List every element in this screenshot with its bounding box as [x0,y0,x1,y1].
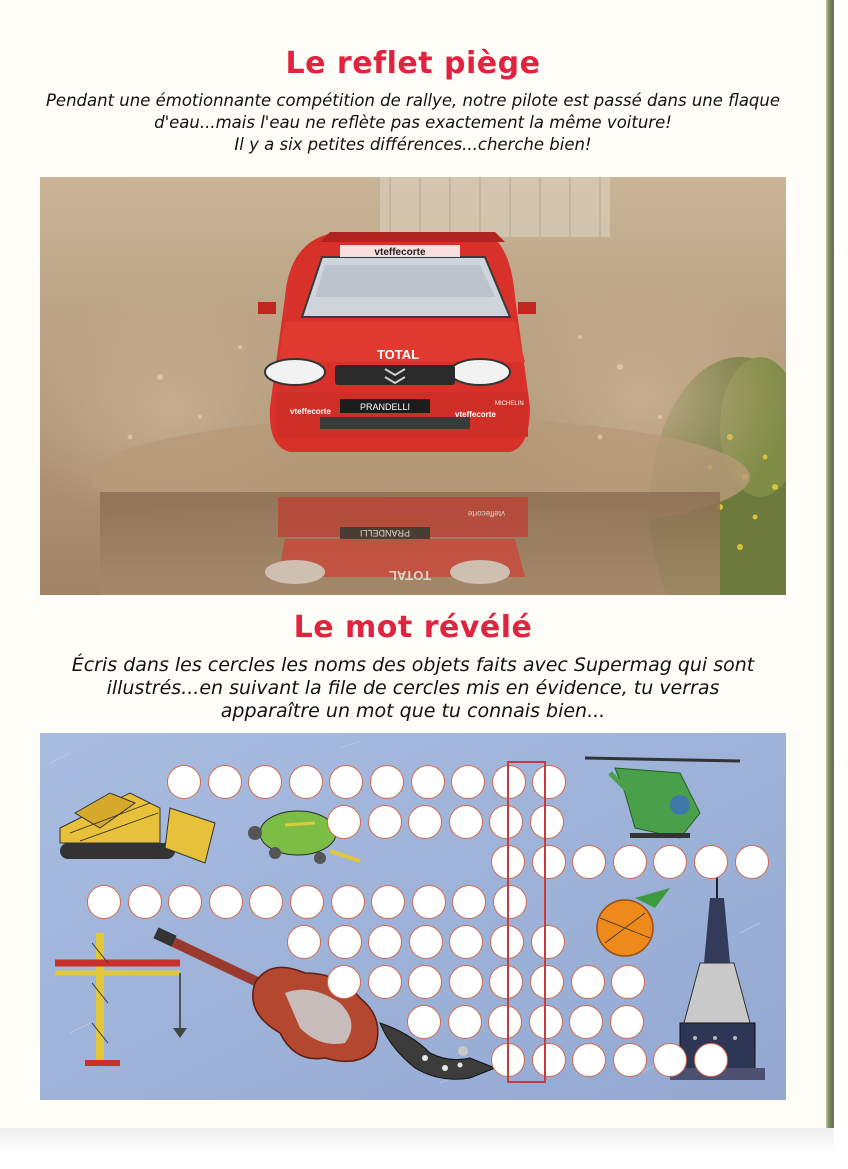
letter-circle[interactable] [613,845,647,879]
car-reflection [265,497,528,584]
letter-circle[interactable] [407,1005,441,1039]
letter-circle[interactable] [613,1043,647,1077]
letter-circle[interactable] [290,885,324,919]
plate-text: PRANDELLI [359,402,411,412]
rally-car-illustration [40,177,786,595]
door-sponsor-right: vteffecorte [455,410,496,419]
rally-car-photo [40,177,786,595]
section-title-mot: Le mot révélé [293,610,533,645]
reveal-column-highlight [507,761,546,1083]
intro-line: Il y a six petites différences...cherche bien! [234,135,592,154]
rally-car [258,232,536,452]
letter-circle[interactable] [451,765,485,799]
intro-line: Écris dans les cercles les noms des objets faits avec Supermag qui sont [71,654,755,676]
letter-circle[interactable] [449,805,483,839]
letter-circle[interactable] [289,765,323,799]
letter-circle[interactable] [208,765,242,799]
intro-text-mot [40,654,786,723]
letter-circle[interactable] [371,885,405,919]
letter-circle[interactable] [694,845,728,879]
word-puzzle [40,733,786,1100]
letter-circle[interactable] [408,965,442,999]
letter-circle[interactable] [571,965,605,999]
windshield-banner: vteffecorte [374,247,426,258]
letter-circle[interactable] [611,965,645,999]
letter-circle[interactable] [735,845,769,879]
letter-circle[interactable] [287,925,321,959]
letter-circle[interactable] [408,805,442,839]
letter-circle[interactable] [411,765,445,799]
letter-circle[interactable] [370,765,404,799]
letter-circle[interactable] [168,885,202,919]
hood-brand-text: TOTAL [376,347,420,362]
letter-circle[interactable] [327,805,361,839]
intro-line: Pendant une émotionnante compétition de rallye, notre pilote est passé dans une flaque [45,91,781,110]
letter-circle[interactable] [167,765,201,799]
page-bottom-edge [0,1128,834,1169]
letter-circle[interactable] [572,1043,606,1077]
letter-circle[interactable] [331,885,365,919]
letter-circle[interactable] [368,925,402,959]
reflection-plate-text: PRANDELLI [359,528,411,538]
letter-circle[interactable] [327,965,361,999]
letter-circle[interactable] [409,925,443,959]
letter-circle[interactable] [572,845,606,879]
letter-circle[interactable] [449,965,483,999]
letter-circle[interactable] [87,885,121,919]
reflection-sponsor-text: vteffecorte [467,509,505,518]
letter-circle[interactable] [368,965,402,999]
reflection-brand-text: TOTAL [388,568,432,583]
letter-circle[interactable] [448,1005,482,1039]
side-sponsor: MICHELIN [495,401,524,407]
intro-line: apparaître un mot que tu connais bien... [220,700,606,722]
letter-circle[interactable] [248,765,282,799]
intro-text-reflet [40,90,786,156]
letter-circle[interactable] [209,885,243,919]
letter-circle[interactable] [128,885,162,919]
intro-line: illustrés...en suivant la file de cercles mis en évidence, tu verras [106,677,720,699]
section-title-reflet: Le reflet piège [285,46,541,81]
door-sponsor-left: vteffecorte [290,407,331,416]
intro-line: d'eau...mais l'eau ne reflète pas exactement la même voiture! [154,113,672,132]
letter-circle[interactable] [694,1043,728,1077]
letter-circle[interactable] [328,925,362,959]
letter-circle[interactable] [412,885,446,919]
letter-circle[interactable] [368,805,402,839]
page-spine [826,0,834,1128]
letter-circle[interactable] [610,1005,644,1039]
